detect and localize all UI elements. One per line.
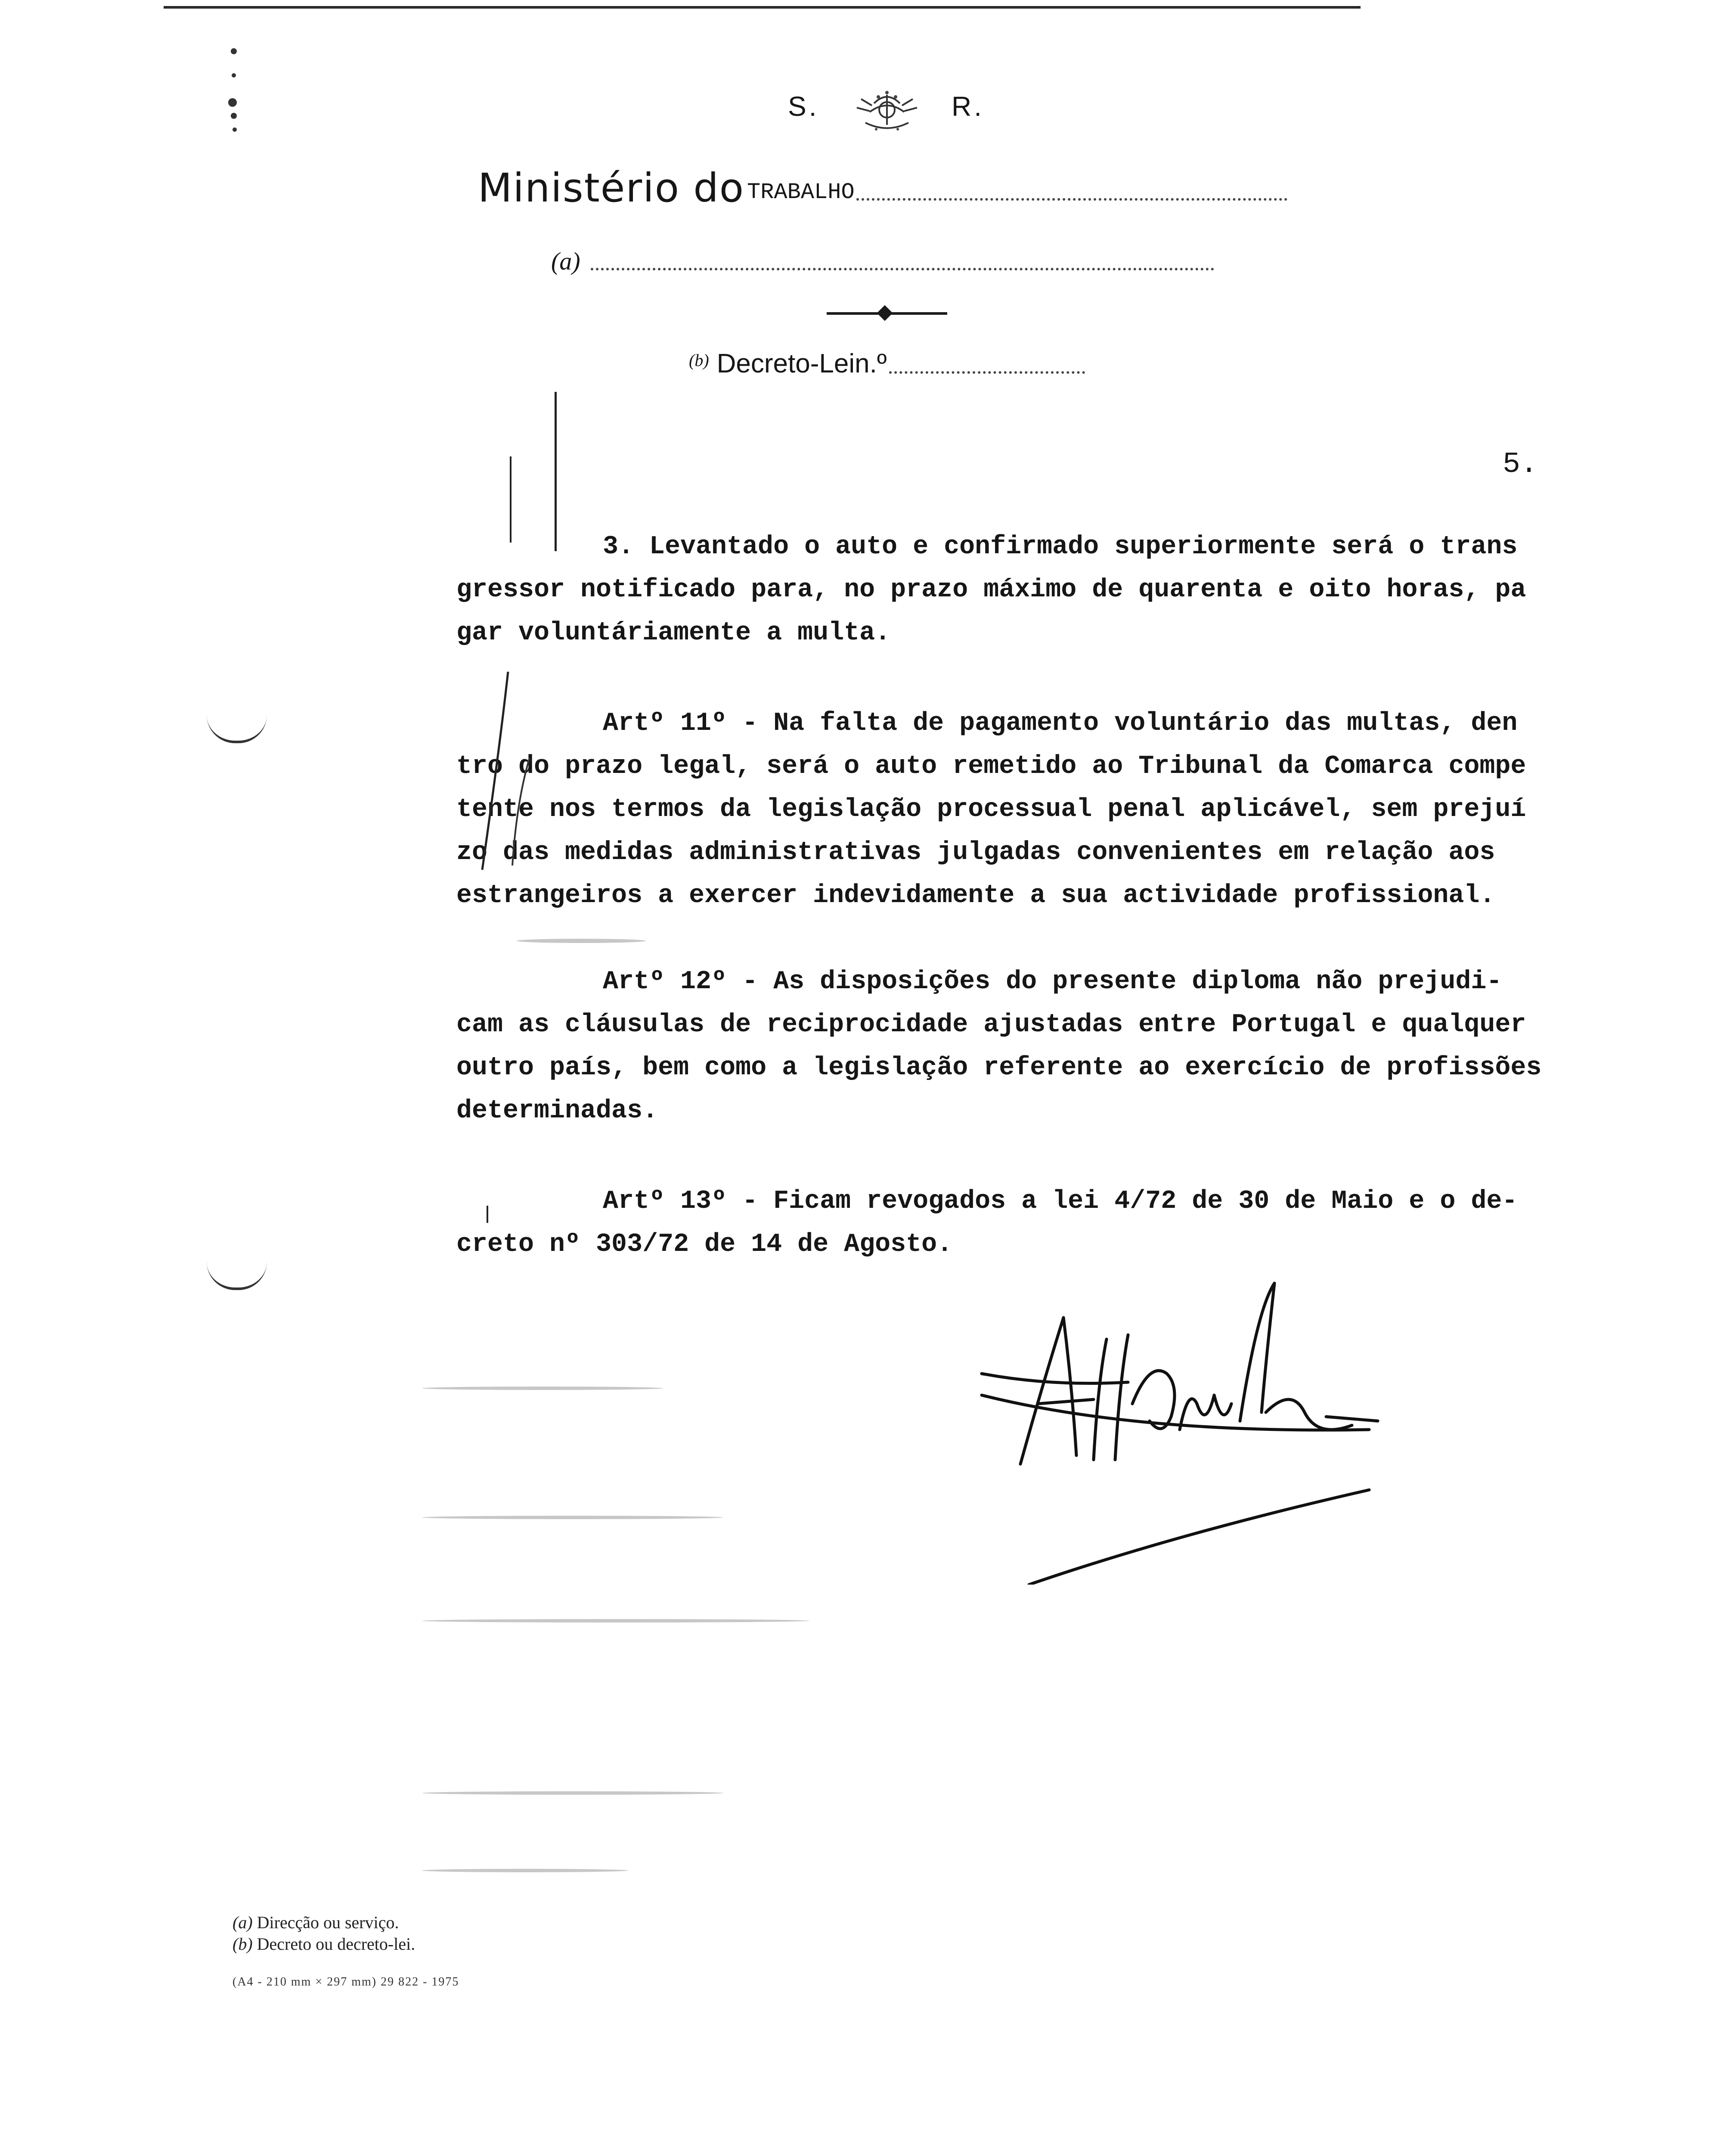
text-line: Artº 11º - Na falta de pagamento voluntário das multas, den xyxy=(603,709,1518,738)
text-line: outro país, bem como a legislação referente ao exercício de profissões xyxy=(456,1053,1542,1083)
handwritten-bracket-icon xyxy=(465,663,534,878)
footnote-a-text: Direcção ou serviço. xyxy=(257,1913,399,1932)
footnote-b-marker: (b) xyxy=(232,1934,253,1954)
smudge xyxy=(422,1869,629,1872)
footnote-b xyxy=(232,1933,835,1955)
text-line: 3. Levantado o auto e confirmado superiormente será o trans xyxy=(603,532,1518,562)
handwritten-signature-icon xyxy=(964,1275,1386,1585)
text-line: creto nº 303/72 de 14 de Agosto. xyxy=(456,1230,953,1259)
footnote-a-marker: (a) xyxy=(232,1913,253,1932)
decree-line-marker: (b) xyxy=(689,351,709,370)
footnotes xyxy=(232,1912,835,1993)
text-line: Artº 13º - Ficam revogados a lei 4/72 de 30 de Maio e o de- xyxy=(603,1187,1518,1216)
text-line: gressor notificado para, no prazo máximo de quarenta e oito horas, pa xyxy=(456,575,1526,605)
letterhead-r: R. xyxy=(952,91,984,122)
text-line: Artº 12º - As disposições do presente diploma não prejudi- xyxy=(603,967,1502,996)
service-line-marker: (a) xyxy=(551,247,580,275)
text-line: determinadas. xyxy=(456,1096,658,1126)
decree-label: Decreto-Lein.º xyxy=(716,349,887,378)
text-line: tro do prazo legal, será o auto remetido ao Tribunal da Comarca compe xyxy=(456,752,1526,781)
smudge xyxy=(422,1791,723,1795)
text-line: gar voluntáriamente a multa. xyxy=(456,618,891,648)
print-info: (A4 - 210 mm × 297 mm) 29 822 - 1975 xyxy=(232,1975,459,1989)
footnote-a xyxy=(232,1912,835,1933)
smudge xyxy=(517,939,646,943)
smudge xyxy=(422,1516,723,1519)
letterhead-s: S. xyxy=(788,91,819,122)
ministry-department: TRABALHO xyxy=(747,180,855,205)
footnote-b-text: Decreto ou decreto-lei. xyxy=(257,1934,415,1954)
text-line: tente nos termos da legislação processual penal aplicável, sem prejuí xyxy=(456,795,1526,824)
text-line: estrangeiros a exercer indevidamente a sua actividade profissional. xyxy=(456,881,1495,910)
page-number: 5. xyxy=(1503,448,1538,481)
text-line: cam as cláusulas de reciprocidade ajustadas entre Portugal e qualquer xyxy=(456,1010,1526,1039)
smudge xyxy=(422,1619,809,1623)
text-line: zo das medidas administrativas julgadas convenientes em relação aos xyxy=(456,838,1495,867)
ministry-label: Ministério do xyxy=(478,165,745,211)
smudge xyxy=(422,1387,663,1390)
